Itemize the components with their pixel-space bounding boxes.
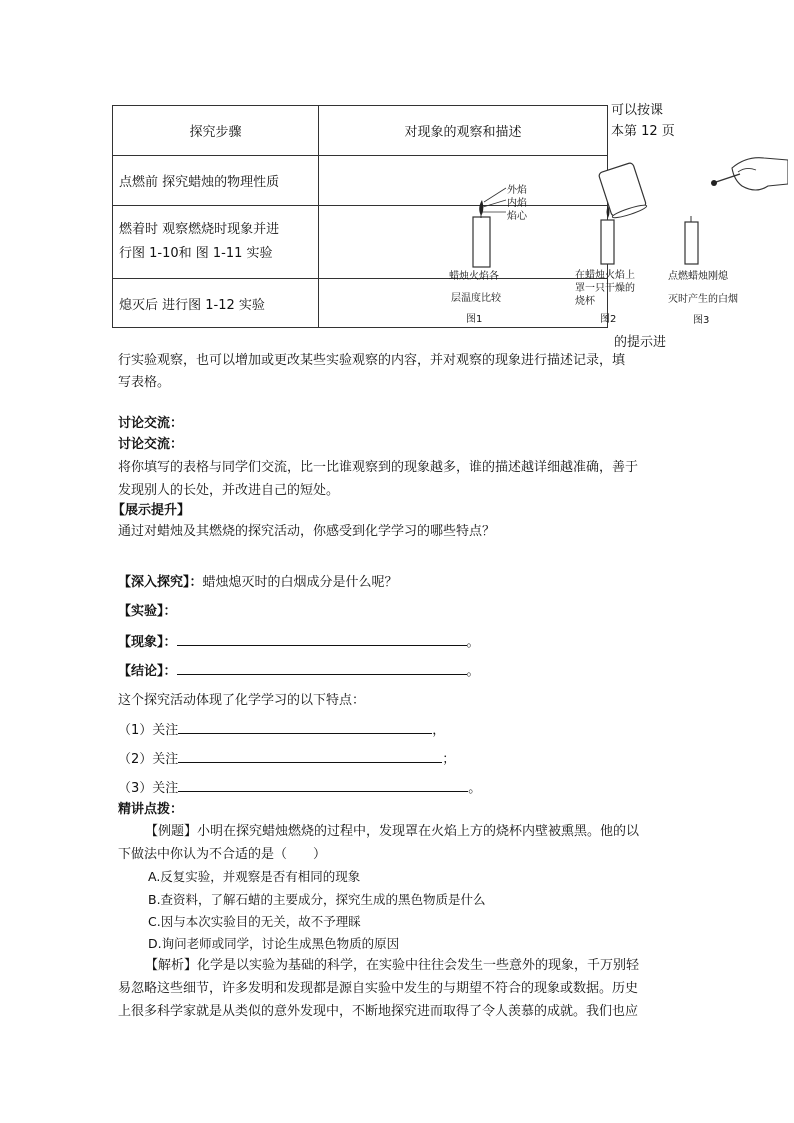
candle-body: [601, 220, 614, 264]
period: 。: [466, 635, 480, 650]
discussion-line2: 发现别人的长处，并改进自己的短处。: [118, 483, 340, 498]
example-tag: 【例题】: [145, 824, 198, 839]
beaker-over-candle-figure: [594, 158, 654, 268]
showcase-text: 通过对蜡烛及其燃烧的探究活动，你感受到化学学习的哪些特点？: [118, 524, 496, 539]
fig3-caption-line2: 灭时产生的白烟: [668, 294, 738, 305]
fig3-number: 图3: [693, 315, 710, 326]
fig1-caption-line2: 层温度比较: [451, 293, 501, 304]
example-line2: 下做法中你认为不合适的是（ ）: [118, 847, 327, 862]
label-outer-flame: 外焰: [507, 185, 527, 196]
phenomenon-label: 【现象】：: [118, 635, 177, 650]
discussion-heading: 讨论交流：: [118, 416, 184, 431]
fig3-caption-line1: 点燃蜡烛刚熄: [668, 271, 728, 282]
intro-line1: 行实验观察，也可以增加或更改某些实验观察的内容，并对观察的现象进行描述记录，填: [118, 353, 626, 368]
phenomenon-blank[interactable]: [177, 645, 467, 646]
analysis-tag: 【解析】: [145, 958, 198, 973]
table-cell-step-line2: 行图 1-10和 图 1-11 实验: [119, 246, 273, 261]
lecture-heading: 精讲点拨：: [118, 802, 184, 817]
features-intro: 这个探究活动体现了化学学习的以下特点：: [118, 693, 366, 708]
table-header-observation: 对现象的观察和描述: [319, 106, 608, 156]
feature-end: 。: [468, 781, 482, 796]
feature-blank[interactable]: [178, 762, 442, 763]
example-line1: [145, 821, 639, 843]
table-header-step: 探究步骤: [113, 106, 319, 156]
table-cell-step-line1: 燃着时 观察燃烧时现象并进: [119, 222, 280, 237]
option-c: C.因与本次实验目的无关，故不予理睬: [148, 914, 361, 929]
label-line-inner: [483, 200, 506, 207]
fig1-number: 图1: [466, 314, 483, 325]
example-text: 小明在探究蜡烛燃烧的过程中，发现罩在火焰上方的烧杯内壁被熏黑。他的以: [197, 824, 640, 839]
candle-body: [473, 217, 490, 267]
fig1-caption-line1: 蜡烛火焰各: [449, 271, 499, 282]
deep-inquiry-question: 蜡烛熄灭时的白烟成分是什么呢？: [202, 575, 398, 590]
candle-flame-figure: [458, 180, 548, 270]
table-cell-step: [113, 206, 319, 279]
feature-label: （3）关注: [118, 781, 179, 796]
table-row: [113, 279, 608, 328]
fig2-caption-line2: 罩一只干燥的: [575, 283, 635, 294]
deep-inquiry-heading: 【深入探究】：: [118, 575, 203, 590]
option-b: B.查资料，了解石蜡的主要成分，探究生成的黑色物质是什么: [148, 892, 486, 907]
feature-item-2: [118, 749, 455, 771]
feature-item-1: [118, 720, 445, 742]
option-a: A.反复实验，并观察是否有相同的现象: [148, 869, 361, 884]
discussion-line1: 将你填写的表格与同学们交流，比一比谁观察到的现象越多，谁的描述越详细越准确，善于: [118, 460, 639, 475]
discussion-heading-repeat: 讨论交流：: [118, 437, 184, 452]
label-flame-core: 焰心: [507, 211, 527, 222]
feature-item-3: [118, 778, 481, 800]
option-d: D.询问老师或同学，讨论生成黑色物质的原因: [148, 936, 400, 951]
analysis-line3: 上很多科学家就是从类似的意外发现中，不断地探究进而取得了令人羡慕的成就。我们也应: [118, 1004, 639, 1019]
label-inner-flame: 内焰: [507, 198, 527, 209]
candle-body: [685, 222, 698, 264]
match-relight-figure: [676, 150, 788, 266]
feature-label: （1）关注: [118, 723, 179, 738]
experiment-label: 【实验】：: [118, 604, 177, 619]
analysis-text: 化学是以实验为基础的科学，在实验中往往会发生一些意外的现象，千万别轻: [197, 958, 640, 973]
deep-inquiry-row: [118, 572, 398, 594]
showcase-heading: 【展示提升】: [112, 503, 191, 518]
phenomenon-row: [118, 632, 480, 654]
feature-end: ；: [442, 752, 456, 767]
hand-icon: [732, 158, 788, 190]
fig2-number: 图2: [600, 314, 617, 325]
intro-line2: 写表格。: [118, 375, 171, 390]
side-note-line2: 本第 12 页: [611, 124, 675, 139]
label-line-outer: [484, 188, 506, 202]
table-cell-step: 熄灭后 进行图 1-12 实验: [113, 279, 319, 328]
period: 。: [466, 664, 480, 679]
fig2-caption-line1: 在蜡烛火焰上: [575, 270, 635, 281]
feature-blank[interactable]: [178, 733, 432, 734]
match-head-icon: [711, 180, 717, 186]
analysis-line1: [145, 955, 639, 977]
table-cell-step: 点燃前 探究蜡烛的物理性质: [113, 156, 319, 206]
conclusion-row: [118, 661, 480, 683]
side-note-line1: 可以按课: [611, 103, 664, 118]
conclusion-blank[interactable]: [177, 674, 467, 675]
analysis-line2: 易忽略这些细节，许多发明和发现都是源自实验中发生的与期望不符合的现象或数据。历史: [118, 981, 639, 996]
feature-end: ，: [432, 723, 446, 738]
conclusion-label: 【结论】：: [118, 664, 177, 679]
fig2-caption-line3: 烧杯: [575, 296, 595, 307]
feature-label: （2）关注: [118, 752, 179, 767]
side-note-tail: 的提示进: [614, 335, 667, 350]
beaker-icon: [598, 162, 647, 220]
feature-blank[interactable]: [178, 791, 468, 792]
